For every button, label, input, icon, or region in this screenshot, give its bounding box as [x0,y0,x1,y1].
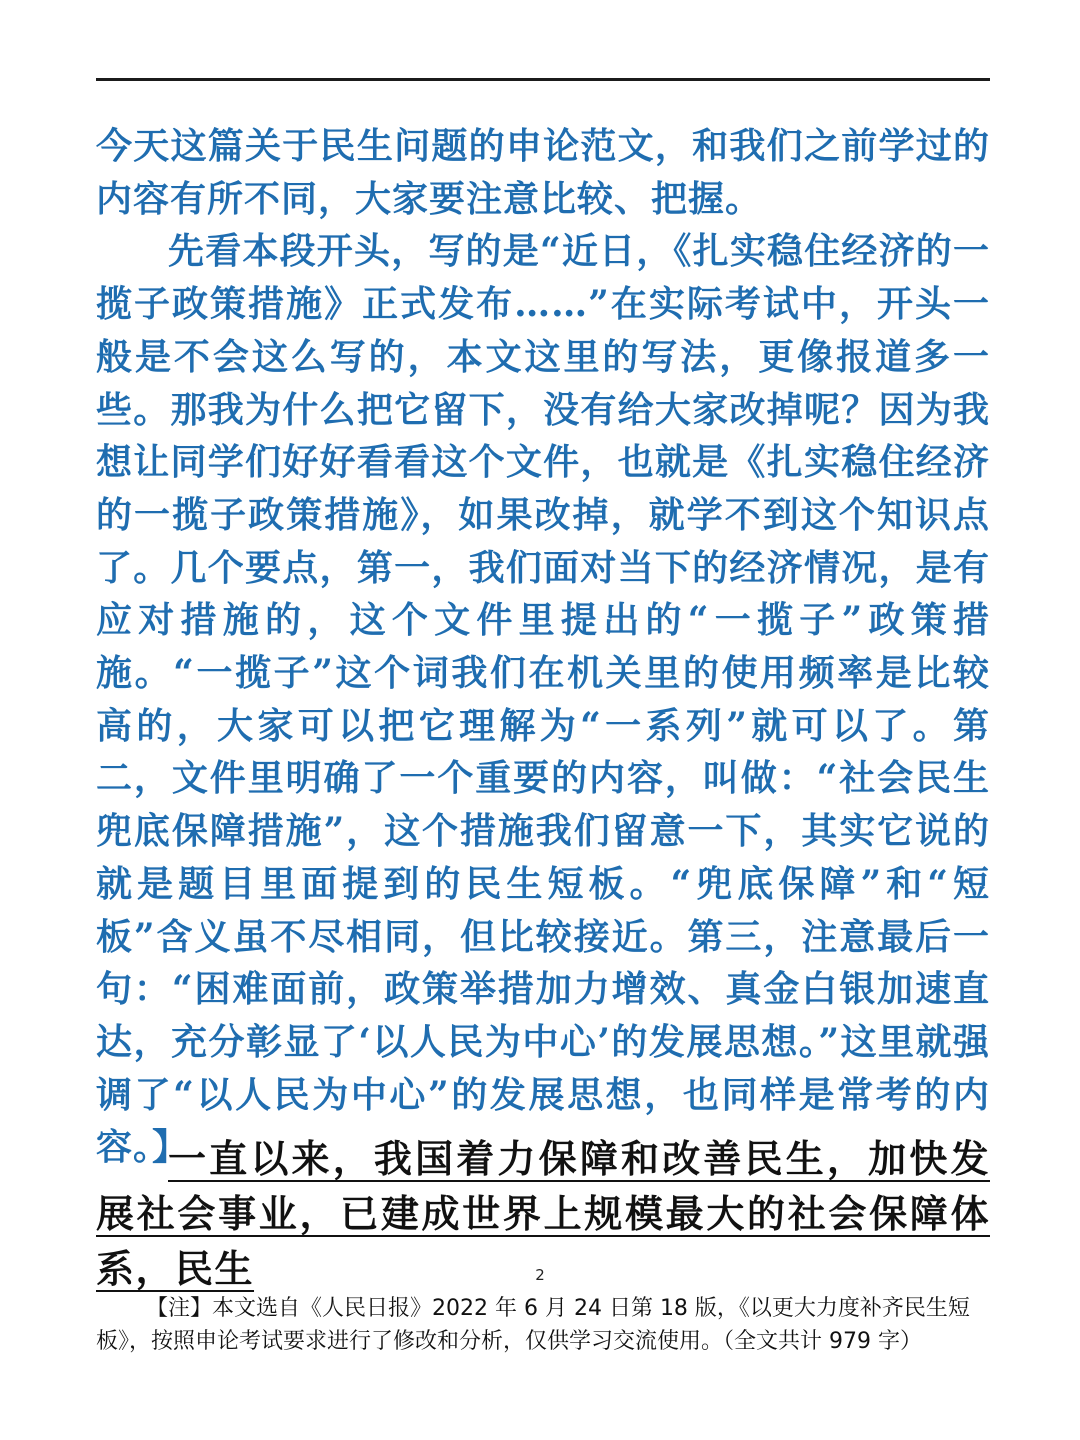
top-rule [96,78,990,81]
commentary-paragraph-2: 先看本段开头，写的是“近日，《扎实稳住经济的一揽子政策措施》正式发布……”在实际考试中，开头一般是不会这么写的，本文这里的写法，更像报道多一些。那我为什么把它留下，没有给大家改掉呢？因为我想让同学们好好看看这个文件，也就是《扎实稳住经济的一揽子政策措施》，如果改掉，就学不到这个知识点了。几个要点，第一，我们面对当下的经济情况，是有应对措施的，这个文件里提出的“一揽子”政策措施。“一揽子”这个词我们在机关里的使用频率是比较高的，大家可以把它理解为“一系列”就可以了。第二，文件里明确了一个重要的内容，叫做：“社会民生兜底保障措施”，这个措施我们留意一下，其实它说的就是题目里面提到的民生短板。“兜底保障”和“短板”含义虽不尽相同，但比较接近。第三，注意最后一句：“困难面前，政策举措加力增效、真金白银加速直达，充分彰显了‘以人民为中心’的发展思想。”这里就强调了“以人民为中心”的发展思想，也同样是常考的内容。】 [96,230,990,1169]
page-number: 2 [535,1266,545,1284]
commentary-block [96,120,990,1174]
footnote [96,1292,990,1358]
footnote-text: 【注】本文选自《人民日报》2022 年 6 月 24 日第 18 版，《以更大力度补齐民生短板》，按照申论考试要求进行了修改和分析，仅供学习交流使用。（全文共计 979 字） [96,1296,970,1354]
commentary-paragraph-1: 今天这篇关于民生问题的申论范文，和我们之前学过的内容有所不同，大家要注意比较、把握。 [96,125,990,220]
essay-paragraph: 一直以来，我国着力保障和改善民生，加快发展社会事业，已建成世界上规模最大的社会保障体系，民生 [96,1136,990,1291]
